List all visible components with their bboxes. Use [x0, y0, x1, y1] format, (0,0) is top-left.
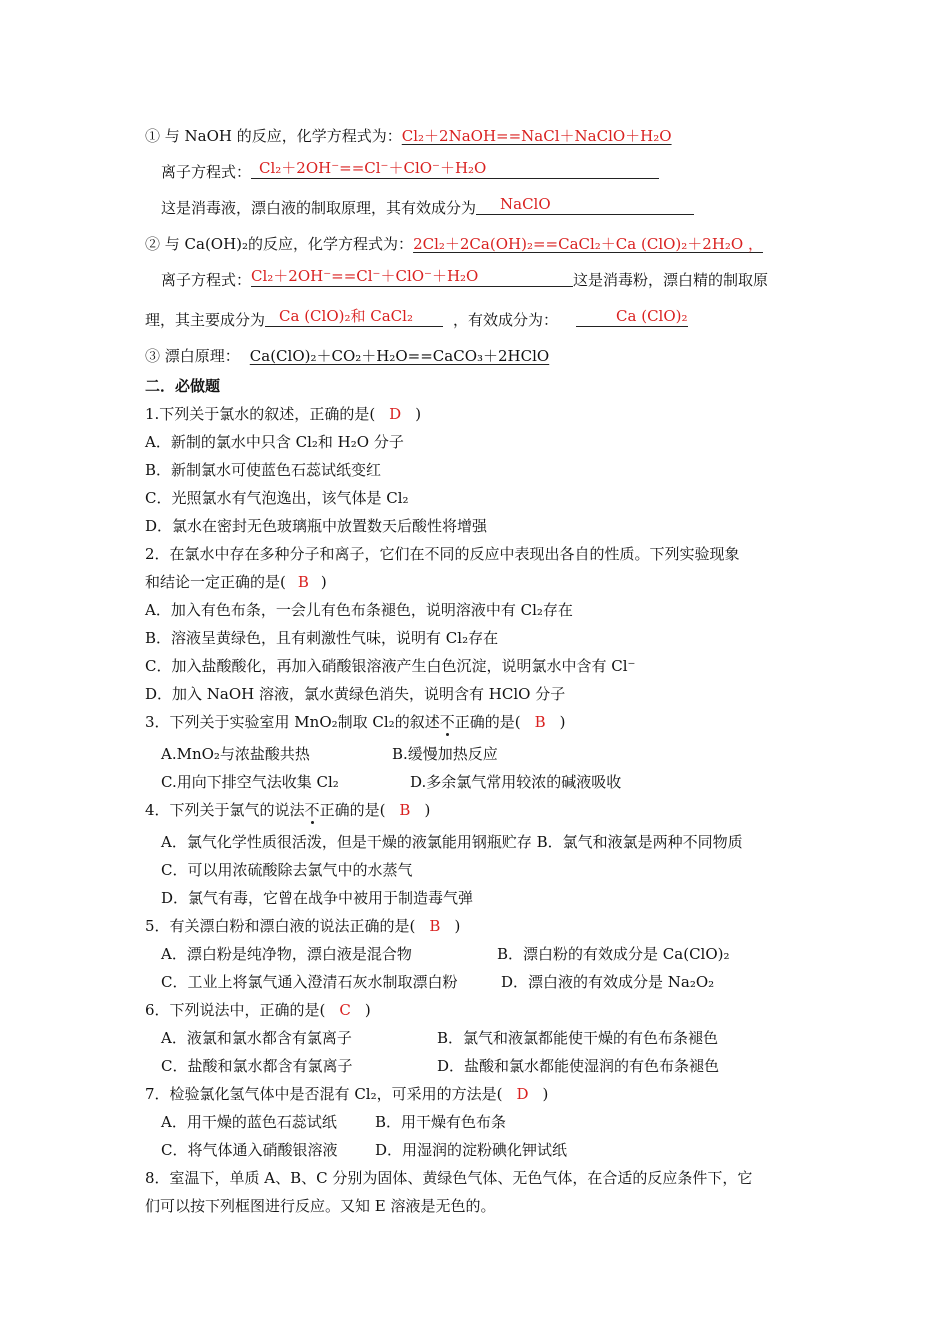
question-option: D．漂白液的有效成分是 Na₂O₂: [501, 973, 715, 991]
question-option-row: [145, 1024, 810, 1052]
question-option: B．漂白粉的有效成分是 Ca(ClO)₂: [497, 945, 730, 963]
question-option: B．氯气和液氯都能使干燥的有色布条褪色: [437, 1029, 719, 1047]
emphasis-dot: 不: [439, 713, 455, 731]
reaction-caoh2-ionic: 离子方程式： Cl₂＋2OH⁻==Cl⁻＋ClO⁻＋H₂O 这是消毒粉，漂白精的制取原: [161, 267, 769, 289]
question-option: C．加入盐酸酸化，再加入硝酸银溶液产生白色沉淀，说明氯水中含有 Cl⁻: [145, 657, 636, 675]
question-option: A．液氯和氯水都含有氯离子: [161, 1029, 352, 1047]
reaction-caoh2-equation: ② 与 Ca(OH)₂的反应，化学方程式为：2Cl₂＋2Ca(OH)₂==CaCl₂＋Ca (ClO)₂＋2H₂O ，: [145, 235, 763, 253]
question-option-row: [145, 968, 810, 996]
question-option: D．用湿润的淀粉碘化钾试纸: [375, 1141, 568, 1159]
question-option: B．用干燥有色布条: [375, 1113, 507, 1131]
question-option-row: [145, 1108, 810, 1136]
answer-blank: NaClO: [476, 196, 694, 215]
question-answer: B: [534, 713, 546, 731]
answer-caoh2-equation: 2Cl₂＋2Ca(OH)₂==CaCl₂＋Ca (ClO)₂＋2H₂O ，: [413, 235, 763, 253]
answer-naoh-equation: Cl₂＋2NaOH==NaCl＋NaClO＋H₂O: [401, 127, 672, 145]
question-answer: D: [516, 1085, 529, 1103]
question-stem: 7．检验氯化氢气体中是否混有 Cl₂，可采用的方法是( D ): [145, 1085, 549, 1103]
question-stem: 3．下列关于实验室用 MnO₂制取 Cl₂的叙述不正确的是( B ): [145, 713, 566, 731]
question-answer: D: [389, 405, 402, 423]
answer-blank: Ca (ClO)₂和 CaCl₂: [265, 308, 443, 327]
question-answer: C: [339, 1001, 351, 1019]
question-stem: 1.下列关于氯水的叙述，正确的是( D ): [145, 405, 422, 423]
question-answer: B: [429, 917, 441, 935]
question-option-row: [145, 1136, 810, 1164]
question-option: C．将气体通入硝酸银溶液: [161, 1141, 338, 1159]
question-option: C．盐酸和氯水都含有氯离子: [161, 1057, 353, 1075]
question-option: D．氯水在密封无色玻璃瓶中放置数天后酸性将增强: [145, 517, 488, 535]
question-option: D．盐酸和氯水都能使湿润的有色布条褪色: [437, 1057, 720, 1075]
question-option-row: [145, 740, 810, 768]
question-stem: 8．室温下，单质 A、B、C 分别为固体、黄绿色气体、无色气体，在合适的反应条件下，它: [145, 1169, 753, 1187]
section-title: 二．必做题: [145, 377, 221, 395]
question-option: C．工业上将氯气通入澄清石灰水制取漂白粉: [161, 973, 458, 991]
question-option: A．氯气化学性质很活泼，但是干燥的液氯能用钢瓶贮存 B．氯气和液氯是两种不同物质: [161, 833, 743, 851]
question-option: C.用向下排空气法收集 Cl₂: [161, 773, 339, 791]
answer-blank: Cl₂＋2OH⁻==Cl⁻＋ClO⁻＋H₂O: [251, 160, 659, 179]
question-option: A．漂白粉是纯净物，漂白液是混合物: [161, 945, 412, 963]
question-stem: 5．有关漂白粉和漂白液的说法正确的是( B ): [145, 917, 461, 935]
question-stem: 2．在氯水中存在多种分子和离子，它们在不同的反应中表现出各自的性质。下列实验现象: [145, 545, 740, 563]
reaction-naoh-equation: ① 与 NaOH 的反应，化学方程式为：Cl₂＋2NaOH==NaCl＋NaClO＋H₂O: [145, 127, 672, 145]
question-option: A.MnO₂与浓盐酸共热: [161, 745, 310, 763]
naoh-note: 这是消毒液，漂白液的制取原理，其有效成分为 NaClO: [145, 194, 810, 222]
answer-blank: Cl₂＋2OH⁻==Cl⁻＋ClO⁻＋H₂O: [251, 268, 573, 287]
answer-bleaching-principle: Ca(ClO)₂＋CO₂＋H₂O==CaCO₃＋2HClO: [249, 347, 550, 365]
question-stem-cont: 们可以按下列框图进行反应。又知 E 溶液是无色的。: [145, 1197, 496, 1215]
question-option: C．可以用浓硫酸除去氯气中的水蒸气: [161, 861, 413, 879]
question-stem: 4．下列关于氯气的说法不正确的是( B ): [145, 801, 431, 819]
question-option-row: [145, 1052, 810, 1080]
emphasis-dot: 不: [304, 801, 320, 819]
question-answer: B: [297, 573, 309, 591]
question-option: B．溶液呈黄绿色，且有刺激性气味，说明有 Cl₂存在: [145, 629, 499, 647]
question-option: B.缓慢加热反应: [392, 745, 498, 763]
answer-blank: Ca (ClO)₂: [576, 308, 688, 327]
document-page: [145, 118, 810, 1220]
question-answer: B: [399, 801, 411, 819]
question-option: C．光照氯水有气泡逸出，该气体是 Cl₂: [145, 489, 409, 507]
question-option: A．用干燥的蓝色石蕊试纸: [161, 1113, 337, 1131]
question-option: D．加入 NaOH 溶液，氯水黄绿色消失，说明含有 HClO 分子: [145, 685, 566, 703]
question-option: A．新制的氯水中只含 Cl₂和 H₂O 分子: [145, 433, 404, 451]
question-option-row: [145, 768, 810, 796]
question-option: B．新制氯水可使蓝色石蕊试纸变红: [145, 461, 382, 479]
question-option: A．加入有色布条，一会儿有色布条褪色，说明溶液中有 Cl₂存在: [145, 601, 573, 619]
reaction-naoh-ionic: 离子方程式： Cl₂＋2OH⁻==Cl⁻＋ClO⁻＋H₂O: [145, 158, 810, 186]
question-option-row: [145, 940, 810, 968]
question-option: D.多余氯气常用较浓的碱液吸收: [410, 773, 622, 791]
question-stem: 6．下列说法中，正确的是( C ): [145, 1001, 371, 1019]
caoh2-components: 理，其主要成分为 Ca (ClO)₂和 CaCl₂ ，有效成分为： Ca (ClO)₂: [145, 307, 688, 329]
question-stem-cont: 和结论一定正确的是( B ): [145, 573, 327, 591]
question-option: D．氯气有毒，它曾在战争中被用于制造毒气弹: [161, 889, 474, 907]
bleaching-principle: ③ 漂白原理： Ca(ClO)₂＋CO₂＋H₂O==CaCO₃＋2HClO: [145, 347, 550, 365]
